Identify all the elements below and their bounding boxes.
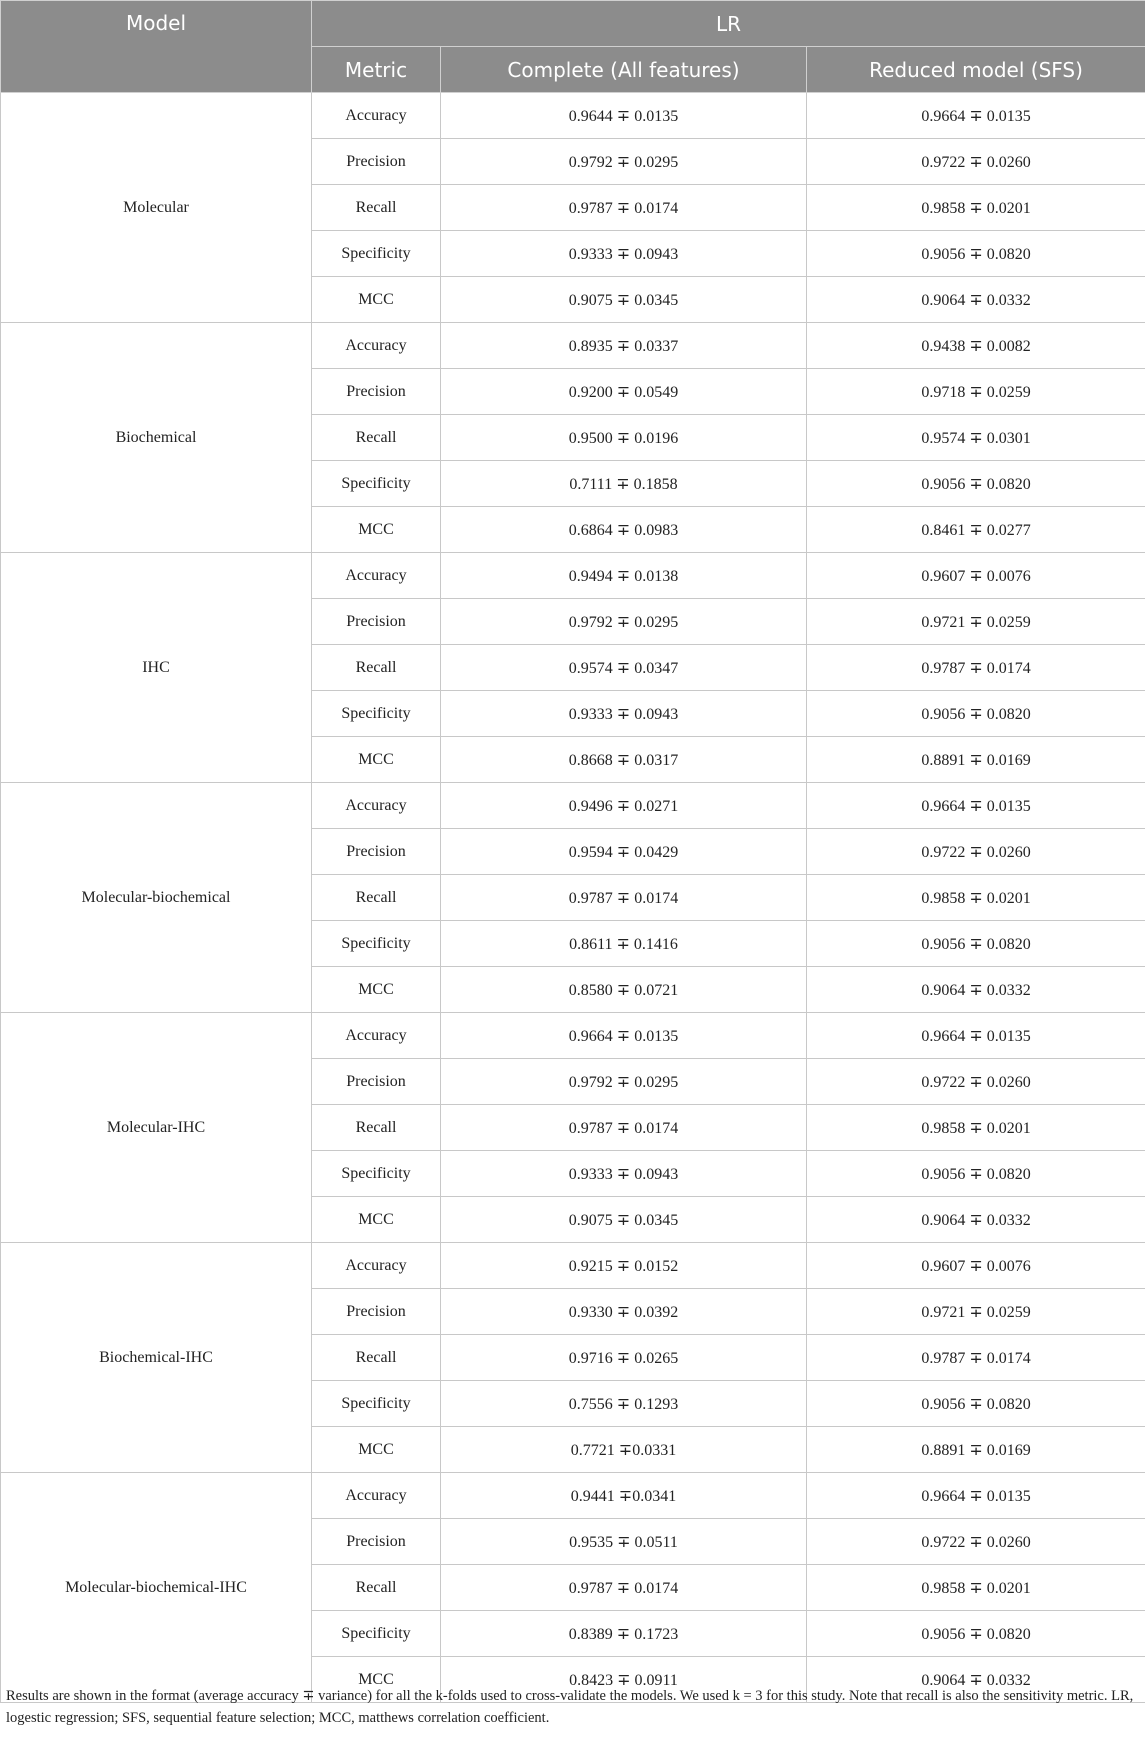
metric-cell: Accuracy bbox=[312, 93, 441, 139]
metric-cell: Specificity bbox=[312, 1151, 441, 1197]
complete-value-cell: 0.8668 ∓ 0.0317 bbox=[441, 737, 807, 783]
complete-value-cell: 0.9500 ∓ 0.0196 bbox=[441, 415, 807, 461]
model-name-cell: Molecular-IHC bbox=[1, 1013, 312, 1243]
metric-cell: Specificity bbox=[312, 921, 441, 967]
complete-value-cell: 0.8580 ∓ 0.0721 bbox=[441, 967, 807, 1013]
complete-value-cell: 0.9787 ∓ 0.0174 bbox=[441, 875, 807, 921]
reduced-value-cell: 0.9858 ∓ 0.0201 bbox=[807, 185, 1145, 231]
table-caption: Results are shown in the format (average accuracy ∓ variance) for all the k-folds used to cross-validate the models. We used k = 3 for this study. Note that recall is also the sensitivity metric. LR, logestic regression; SFS, sequential feature selection; MCC, matthews correlation coefficient. bbox=[6, 1688, 1134, 1726]
metric-cell: Precision bbox=[312, 1519, 441, 1565]
complete-value-cell: 0.8389 ∓ 0.1723 bbox=[441, 1611, 807, 1657]
model-name-cell: Biochemical-IHC bbox=[1, 1243, 312, 1473]
reduced-value-cell: 0.8461 ∓ 0.0277 bbox=[807, 507, 1145, 553]
complete-value-cell: 0.9441 ∓0.0341 bbox=[441, 1473, 807, 1519]
reduced-value-cell: 0.9718 ∓ 0.0259 bbox=[807, 369, 1145, 415]
reduced-value-cell: 0.8891 ∓ 0.0169 bbox=[807, 1427, 1145, 1473]
metric-cell: Recall bbox=[312, 1565, 441, 1611]
reduced-value-cell: 0.9064 ∓ 0.0332 bbox=[807, 1197, 1145, 1243]
reduced-value-cell: 0.9056 ∓ 0.0820 bbox=[807, 921, 1145, 967]
complete-value-cell: 0.9664 ∓ 0.0135 bbox=[441, 1013, 807, 1059]
reduced-value-cell: 0.9721 ∓ 0.0259 bbox=[807, 1289, 1145, 1335]
model-column-header: Model bbox=[1, 1, 312, 93]
complete-value-cell: 0.9716 ∓ 0.0265 bbox=[441, 1335, 807, 1381]
reduced-value-cell: 0.9064 ∓ 0.0332 bbox=[807, 1657, 1145, 1703]
metric-cell: Recall bbox=[312, 645, 441, 691]
metric-cell: Precision bbox=[312, 829, 441, 875]
table-row bbox=[1, 1243, 1145, 1289]
table-row bbox=[1, 1473, 1145, 1519]
table-header bbox=[1, 1, 1145, 93]
reduced-value-cell: 0.9858 ∓ 0.0201 bbox=[807, 1565, 1145, 1611]
reduced-value-cell: 0.9858 ∓ 0.0201 bbox=[807, 1105, 1145, 1151]
metric-cell: Recall bbox=[312, 415, 441, 461]
complete-value-cell: 0.9644 ∓ 0.0135 bbox=[441, 93, 807, 139]
reduced-value-cell: 0.9722 ∓ 0.0260 bbox=[807, 1059, 1145, 1105]
table-row bbox=[1, 553, 1145, 599]
header-row-1 bbox=[1, 1, 1145, 47]
metric-cell: MCC bbox=[312, 277, 441, 323]
complete-value-cell: 0.9496 ∓ 0.0271 bbox=[441, 783, 807, 829]
reduced-value-cell: 0.9056 ∓ 0.0820 bbox=[807, 1151, 1145, 1197]
complete-value-cell: 0.9333 ∓ 0.0943 bbox=[441, 231, 807, 277]
complete-value-cell: 0.9333 ∓ 0.0943 bbox=[441, 1151, 807, 1197]
metric-cell: Specificity bbox=[312, 461, 441, 507]
complete-value-cell: 0.7111 ∓ 0.1858 bbox=[441, 461, 807, 507]
complete-value-cell: 0.9594 ∓ 0.0429 bbox=[441, 829, 807, 875]
model-name-cell: Biochemical bbox=[1, 323, 312, 553]
complete-value-cell: 0.9075 ∓ 0.0345 bbox=[441, 1197, 807, 1243]
reduced-value-cell: 0.9607 ∓ 0.0076 bbox=[807, 553, 1145, 599]
reduced-value-cell: 0.9722 ∓ 0.0260 bbox=[807, 1519, 1145, 1565]
metric-cell: Precision bbox=[312, 599, 441, 645]
metric-cell: Specificity bbox=[312, 1611, 441, 1657]
lr-column-group-header: LR bbox=[312, 1, 1145, 47]
metric-cell: Recall bbox=[312, 1335, 441, 1381]
metric-cell: Recall bbox=[312, 875, 441, 921]
model-name-cell: Molecular-biochemical bbox=[1, 783, 312, 1013]
complete-value-cell: 0.7721 ∓0.0331 bbox=[441, 1427, 807, 1473]
metric-cell: Precision bbox=[312, 139, 441, 185]
complete-value-cell: 0.9787 ∓ 0.0174 bbox=[441, 185, 807, 231]
model-name-cell: Molecular bbox=[1, 93, 312, 323]
complete-value-cell: 0.9792 ∓ 0.0295 bbox=[441, 599, 807, 645]
metric-cell: Specificity bbox=[312, 691, 441, 737]
metric-cell: Specificity bbox=[312, 231, 441, 277]
metric-cell: MCC bbox=[312, 1657, 441, 1703]
table-row bbox=[1, 1013, 1145, 1059]
reduced-value-cell: 0.9664 ∓ 0.0135 bbox=[807, 93, 1145, 139]
reduced-value-cell: 0.9722 ∓ 0.0260 bbox=[807, 139, 1145, 185]
table-row bbox=[1, 323, 1145, 369]
reduced-value-cell: 0.8891 ∓ 0.0169 bbox=[807, 737, 1145, 783]
metric-cell: Specificity bbox=[312, 1381, 441, 1427]
reduced-value-cell: 0.9664 ∓ 0.0135 bbox=[807, 783, 1145, 829]
metric-cell: Accuracy bbox=[312, 553, 441, 599]
metric-cell: Precision bbox=[312, 1289, 441, 1335]
reduced-value-cell: 0.9664 ∓ 0.0135 bbox=[807, 1473, 1145, 1519]
complete-column-header: Complete (All features) bbox=[441, 47, 807, 93]
reduced-value-cell: 0.9787 ∓ 0.0174 bbox=[807, 1335, 1145, 1381]
reduced-value-cell: 0.9607 ∓ 0.0076 bbox=[807, 1243, 1145, 1289]
complete-value-cell: 0.8423 ∓ 0.0911 bbox=[441, 1657, 807, 1703]
complete-value-cell: 0.9574 ∓ 0.0347 bbox=[441, 645, 807, 691]
metric-cell: MCC bbox=[312, 1427, 441, 1473]
reduced-value-cell: 0.9056 ∓ 0.0820 bbox=[807, 691, 1145, 737]
reduced-value-cell: 0.9056 ∓ 0.0820 bbox=[807, 1381, 1145, 1427]
metric-cell: Accuracy bbox=[312, 1473, 441, 1519]
metric-cell: Accuracy bbox=[312, 323, 441, 369]
complete-value-cell: 0.9333 ∓ 0.0943 bbox=[441, 691, 807, 737]
metric-cell: Accuracy bbox=[312, 1243, 441, 1289]
model-name-cell: Molecular-biochemical-IHC bbox=[1, 1473, 312, 1703]
metric-cell: MCC bbox=[312, 1197, 441, 1243]
metric-cell: Recall bbox=[312, 1105, 441, 1151]
complete-value-cell: 0.9535 ∓ 0.0511 bbox=[441, 1519, 807, 1565]
reduced-value-cell: 0.9787 ∓ 0.0174 bbox=[807, 645, 1145, 691]
complete-value-cell: 0.9494 ∓ 0.0138 bbox=[441, 553, 807, 599]
metric-cell: MCC bbox=[312, 967, 441, 1013]
reduced-value-cell: 0.9064 ∓ 0.0332 bbox=[807, 277, 1145, 323]
reduced-value-cell: 0.9056 ∓ 0.0820 bbox=[807, 231, 1145, 277]
reduced-value-cell: 0.9056 ∓ 0.0820 bbox=[807, 1611, 1145, 1657]
reduced-value-cell: 0.9722 ∓ 0.0260 bbox=[807, 829, 1145, 875]
reduced-value-cell: 0.9664 ∓ 0.0135 bbox=[807, 1013, 1145, 1059]
metric-column-header: Metric bbox=[312, 47, 441, 93]
metric-cell: Accuracy bbox=[312, 783, 441, 829]
reduced-value-cell: 0.9858 ∓ 0.0201 bbox=[807, 875, 1145, 921]
reduced-value-cell: 0.9064 ∓ 0.0332 bbox=[807, 967, 1145, 1013]
complete-value-cell: 0.9792 ∓ 0.0295 bbox=[441, 139, 807, 185]
complete-value-cell: 0.9792 ∓ 0.0295 bbox=[441, 1059, 807, 1105]
complete-value-cell: 0.9215 ∓ 0.0152 bbox=[441, 1243, 807, 1289]
metric-cell: MCC bbox=[312, 507, 441, 553]
metric-cell: Recall bbox=[312, 185, 441, 231]
complete-value-cell: 0.8611 ∓ 0.1416 bbox=[441, 921, 807, 967]
complete-value-cell: 0.9330 ∓ 0.0392 bbox=[441, 1289, 807, 1335]
metric-cell: MCC bbox=[312, 737, 441, 783]
complete-value-cell: 0.6864 ∓ 0.0983 bbox=[441, 507, 807, 553]
reduced-column-header: Reduced model (SFS) bbox=[807, 47, 1145, 93]
reduced-value-cell: 0.9056 ∓ 0.0820 bbox=[807, 461, 1145, 507]
complete-value-cell: 0.9787 ∓ 0.0174 bbox=[441, 1105, 807, 1151]
complete-value-cell: 0.7556 ∓ 0.1293 bbox=[441, 1381, 807, 1427]
metric-cell: Accuracy bbox=[312, 1013, 441, 1059]
complete-value-cell: 0.8935 ∓ 0.0337 bbox=[441, 323, 807, 369]
complete-value-cell: 0.9200 ∓ 0.0549 bbox=[441, 369, 807, 415]
metric-cell: Precision bbox=[312, 369, 441, 415]
complete-value-cell: 0.9075 ∓ 0.0345 bbox=[441, 277, 807, 323]
complete-value-cell: 0.9787 ∓ 0.0174 bbox=[441, 1565, 807, 1611]
reduced-value-cell: 0.9574 ∓ 0.0301 bbox=[807, 415, 1145, 461]
table-body bbox=[1, 93, 1145, 1703]
metric-cell: Precision bbox=[312, 1059, 441, 1105]
reduced-value-cell: 0.9438 ∓ 0.0082 bbox=[807, 323, 1145, 369]
table-row bbox=[1, 93, 1145, 139]
model-name-cell: IHC bbox=[1, 553, 312, 783]
reduced-value-cell: 0.9721 ∓ 0.0259 bbox=[807, 599, 1145, 645]
table-row bbox=[1, 783, 1145, 829]
